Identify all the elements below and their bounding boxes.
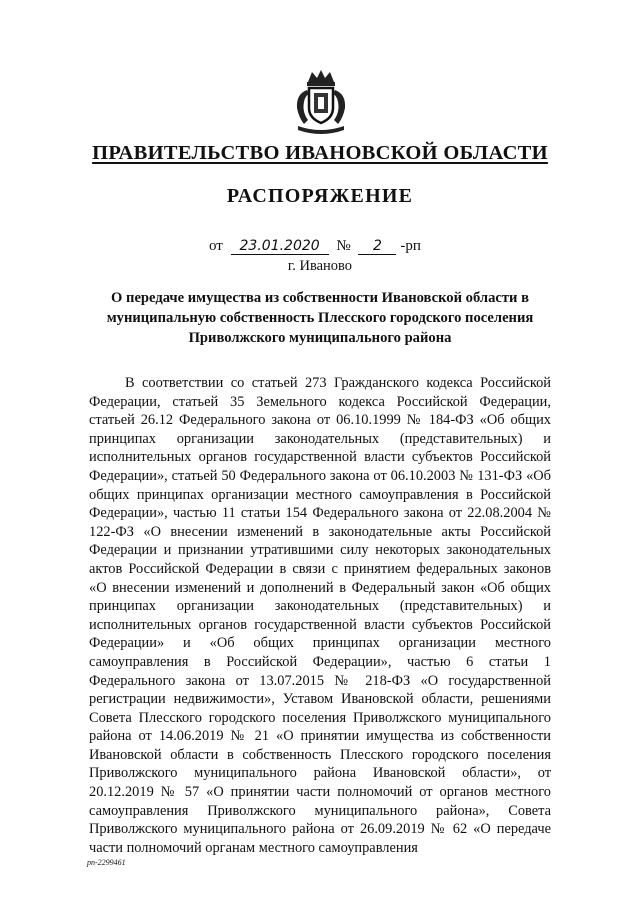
number-suffix: -рп — [400, 238, 421, 254]
date-number-line — [209, 238, 421, 255]
document-date: 23.01.2020 — [231, 239, 329, 255]
body-paragraph: В соответствии со статьей 273 Гражданского кодекса Российской Федерации, статьей 35 Земельного кодекса Российской Федерации, статьей 26.12 Федерального закона от 06.10.1999 № 184-ФЗ «Об общих принципах организации законодательных (представительных) и исполнительных органов государственной власти субъектов Российской Федерации», статьей 50 Федерального закона от 06.10.2003 № 131-ФЗ «Об общих принципах организации местного самоуправления в Российской Федерации», частью 11 статьи 154 Федерального закона от 22.08.2004 № 122-ФЗ «О внесении изменений в законодательные акты Российской Федерации и признании утратившими силу некоторых законодательных актов Российской Федерации в связи с принятием федеральных законов «О внесении изменений и дополнений в Федеральный закон «Об общих принципах организации законодательных (представительных) и исполнительных органов государственной власти субъектов Российской Федерации» и «Об общих принципах организации местного самоуправления в Российской Федерации», частью 6 статьи 1 Федерального закона от 13.07.2015 № 218-ФЗ «О государственной регистрации недвижимости», Уставом Ивановской области, решениями Совета Плесского городского поселения Приволжского муниципального района от 14.06.2019 № 21 «О принятии имущества из собственности Ивановской области в собственность Плесского городского поселения Приволжского муниципального района Ивановской области», от 20.12.2019 № 57 «О принятии части полномочий от органов местного самоуправления Приволжского муниципального района», Совета Приволжского муниципального района от 26.09.2019 № 62 «О передаче части полномочий органам местного самоуправления — [89, 375, 551, 856]
document-number: 2 — [358, 239, 396, 255]
document-type: РАСПОРЯЖЕНИЕ — [226, 185, 414, 207]
government-title: ПРАВИТЕЛЬСТВО ИВАНОВСКОЙ ОБЛАСТИ — [92, 142, 548, 164]
number-sign: № — [336, 238, 351, 254]
document-subject: О передаче имущества из собственности Ивановской области в муниципальную собственность Плесского городского поселения Приволжского муниципального района — [106, 290, 534, 346]
footer-code: рп-2299461 — [87, 858, 126, 867]
city: г. Иваново — [287, 258, 353, 274]
coat-of-arms-icon — [290, 68, 352, 134]
date-prefix: от — [209, 238, 223, 254]
